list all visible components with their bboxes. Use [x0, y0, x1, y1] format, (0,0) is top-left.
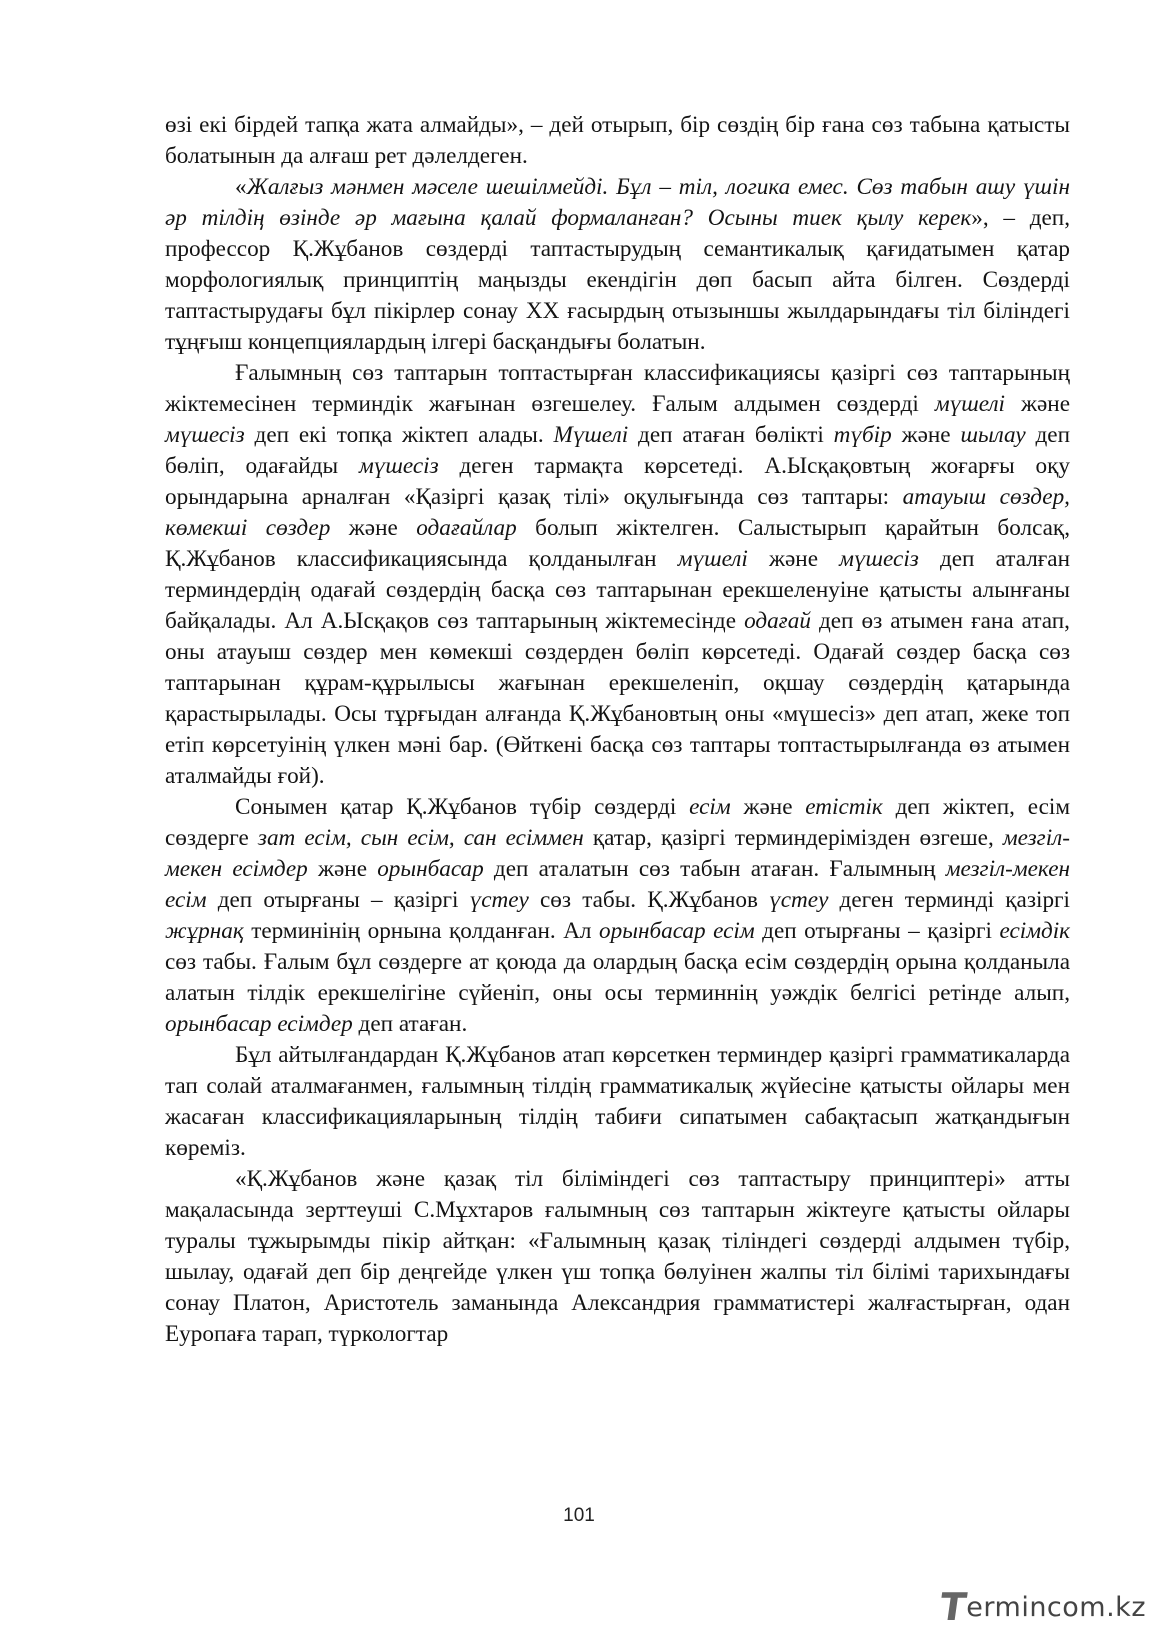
text-run: және — [330, 515, 417, 541]
italic-term: мүшелі — [934, 391, 1005, 417]
italic-term: мүшелі — [677, 546, 748, 572]
italic-term: мүшесіз — [165, 422, 245, 448]
italic-term: зат есім, сын есім, сан есіммен — [257, 825, 584, 851]
termincom-logo — [937, 1585, 1146, 1629]
text-run: деген тармақта көрсетеді. А.Ысқақовтың жоғарғы оқу орындарына арналған «Қазіргі қазақ тілі» оқулығында сөз таптары: — [165, 453, 1071, 510]
text-run: деп бөліп, одағайды — [165, 422, 1070, 479]
text-run: болып жіктелген. Салыстырып қарайтын болсақ, Қ.Жұбанов классификациясында қолданылған — [165, 515, 1070, 572]
text-run: қатар, қазіргі терминдерімізден өзгеше, — [583, 825, 1003, 851]
paragraph — [165, 172, 1070, 358]
italic-term: атауыш сөздер, көмекші сөздер — [165, 484, 1070, 541]
text-run: және — [730, 794, 806, 820]
text-run: деп атаған. — [352, 1011, 468, 1037]
page-body — [165, 110, 1070, 1350]
text-run: және — [307, 856, 378, 882]
italic-term: үстеу — [469, 887, 529, 913]
text-run: », – деп, профессор Қ.Жұбанов сөздерді таптастырудың семантикалық қағидатымен қатар морфологиялық принциптің маңызды екендігін дөп басып айта білген. Сөздерді таптастырудағы бұл пікірлер сонау ХХ ғасырдың отызыншы жылдарындағы тіл біліндегі тұңғыш концепциялардың ілгері басқандығы болатын. — [165, 205, 1071, 355]
italic-term: жұрнақ — [165, 918, 244, 944]
text-run: сөз табы. Қ.Жұбанов — [528, 887, 770, 913]
italic-term: мүшесіз — [839, 546, 919, 572]
text-run: және — [891, 422, 961, 448]
text-run: «Қ.Жұбанов және қазақ тіл біліміндегі сөз таптастыру принциптері» атты мақаласында зерттеуші С.Мұхтаров ғалымның сөз таптарын жіктеуге қатысты ойлары туралы тұжырымды пікір айтқан: «Ғалымның қазақ тіліндегі сөздерді алдымен түбір, шылау, одағай деп бір деңгейде үлкен үш топқа бөлуінен жалпы тіл білімі тарихындағы сонау Платон, Аристотель заманында Александрия грамматистері жалғастырған, одан Еуропаға тарап, түркологтар — [165, 1166, 1070, 1347]
text-run: деген терминді қазіргі — [828, 887, 1070, 913]
paragraph — [165, 110, 1070, 172]
text-run: деп аталған терминдердің одағай сөздердің басқа сөз таптарынан ерекшеленуіне қатысты алынғаны байқалады. Ал А.Ысқақов сөз таптарының жіктемесінде — [165, 546, 1070, 634]
italic-term: етістік — [805, 794, 883, 820]
text-run: деп отырғаны – қазіргі — [754, 918, 1000, 944]
text-run: Ғалымның сөз таптарын топтастырған классификациясы қазіргі сөз таптарының жіктемесінен терминдік жағынан өзгешелеу. Ғалым алдымен сөздерді — [165, 360, 1070, 417]
paragraph — [165, 1040, 1070, 1164]
italic-term: мүшесіз — [358, 453, 439, 479]
text-run: деп аталатын сөз табын атаған. Ғалымның — [483, 856, 946, 882]
text-run: деп жіктеп, есім сөздерге — [165, 794, 1070, 851]
italic-term: орынбасар есім — [599, 918, 755, 944]
italic-term: мезгіл-мекен есім — [165, 856, 1070, 913]
paragraph — [165, 1164, 1070, 1350]
italic-term: орынбасар — [377, 856, 484, 882]
italic-term: одағайлар — [416, 515, 517, 541]
italic-term: есім — [689, 794, 731, 820]
text-run: деп екі топқа жіктеп алады. — [244, 422, 554, 448]
italic-term: одағай — [744, 608, 811, 634]
page-number: 101 — [563, 1505, 595, 1526]
paragraph — [165, 792, 1070, 1040]
italic-term: шылау — [960, 422, 1026, 448]
italic-term: үстеу — [769, 887, 829, 913]
text-run: Сонымен қатар Қ.Жұбанов түбір сөздерді — [235, 794, 690, 820]
text-run: деп отырғаны – қазіргі — [206, 887, 470, 913]
text-run: өзі екі бірдей тапқа жата алмайды», – дей отырып, бір сөздің бір ғана сөз табына қатысты болатынын да алғаш рет дәлелдеген. — [165, 112, 1070, 169]
italic-term: Мүшелі — [553, 422, 629, 448]
italic-term: есімдік — [999, 918, 1071, 944]
text-run: Бұл айтылғандардан Қ.Жұбанов атап көрсеткен терминдер қазіргі грамматикаларда тап солай аталмағанмен, ғалымның тілдің грамматикалық жүйесіне қатысты ойлары мен жасаған классификацияларының тілдің табиғи сипатымен сабақтасып жатқандығын көреміз. — [165, 1042, 1070, 1161]
logo-text: ermincom.kz — [966, 1591, 1146, 1623]
text-run: және — [1005, 391, 1070, 417]
paragraph — [165, 358, 1070, 792]
text-run: терминінің орнына қолданған. Ал — [243, 918, 600, 944]
logo-letter-t: T — [937, 1585, 970, 1629]
text-run: және — [747, 546, 840, 572]
text-run: сөз табы. Ғалым бұл сөздерге ат қоюда да олардың басқа есім сөздердің орына қолданыла алатын тілдік ерекшелігіне сүйеніп, оны осы терминнің уәждік белгісі ретінде алып, — [165, 949, 1070, 1006]
italic-term: орынбасар есімдер — [165, 1011, 353, 1037]
italic-term: мезгіл-мекен есімдер — [165, 825, 1070, 882]
text-run: « — [235, 174, 247, 200]
text-run: деп атаған бөлікті — [628, 422, 834, 448]
italic-term: түбір — [833, 422, 892, 448]
italic-term: Жалғыз мәнмен мәселе шешілмейді. Бұл – тіл, логика емес. Сөз табын ашу үшін әр тілдің өзінде әр мағына қалай формаланған? Осыны тиек қылу керек — [165, 174, 1070, 231]
text-run: деп өз атымен ғана атап, оны атауыш сөздер мен көмекші сөздерден бөліп көрсетеді. Одағай сөздер басқа сөз таптарынан құрам-құрылысы жағынан ерекшеленіп, оқшау сөздердің қатарында қарастырылады. Осы тұрғыдан алғанда Қ.Жұбановтың оны «мүшесіз» деп атап, жеке топ етіп көрсетуінің үлкен мәні бар. (Өйткені басқа сөз таптары топтастырылғанда өз атымен аталмайды ғой). — [165, 608, 1070, 789]
